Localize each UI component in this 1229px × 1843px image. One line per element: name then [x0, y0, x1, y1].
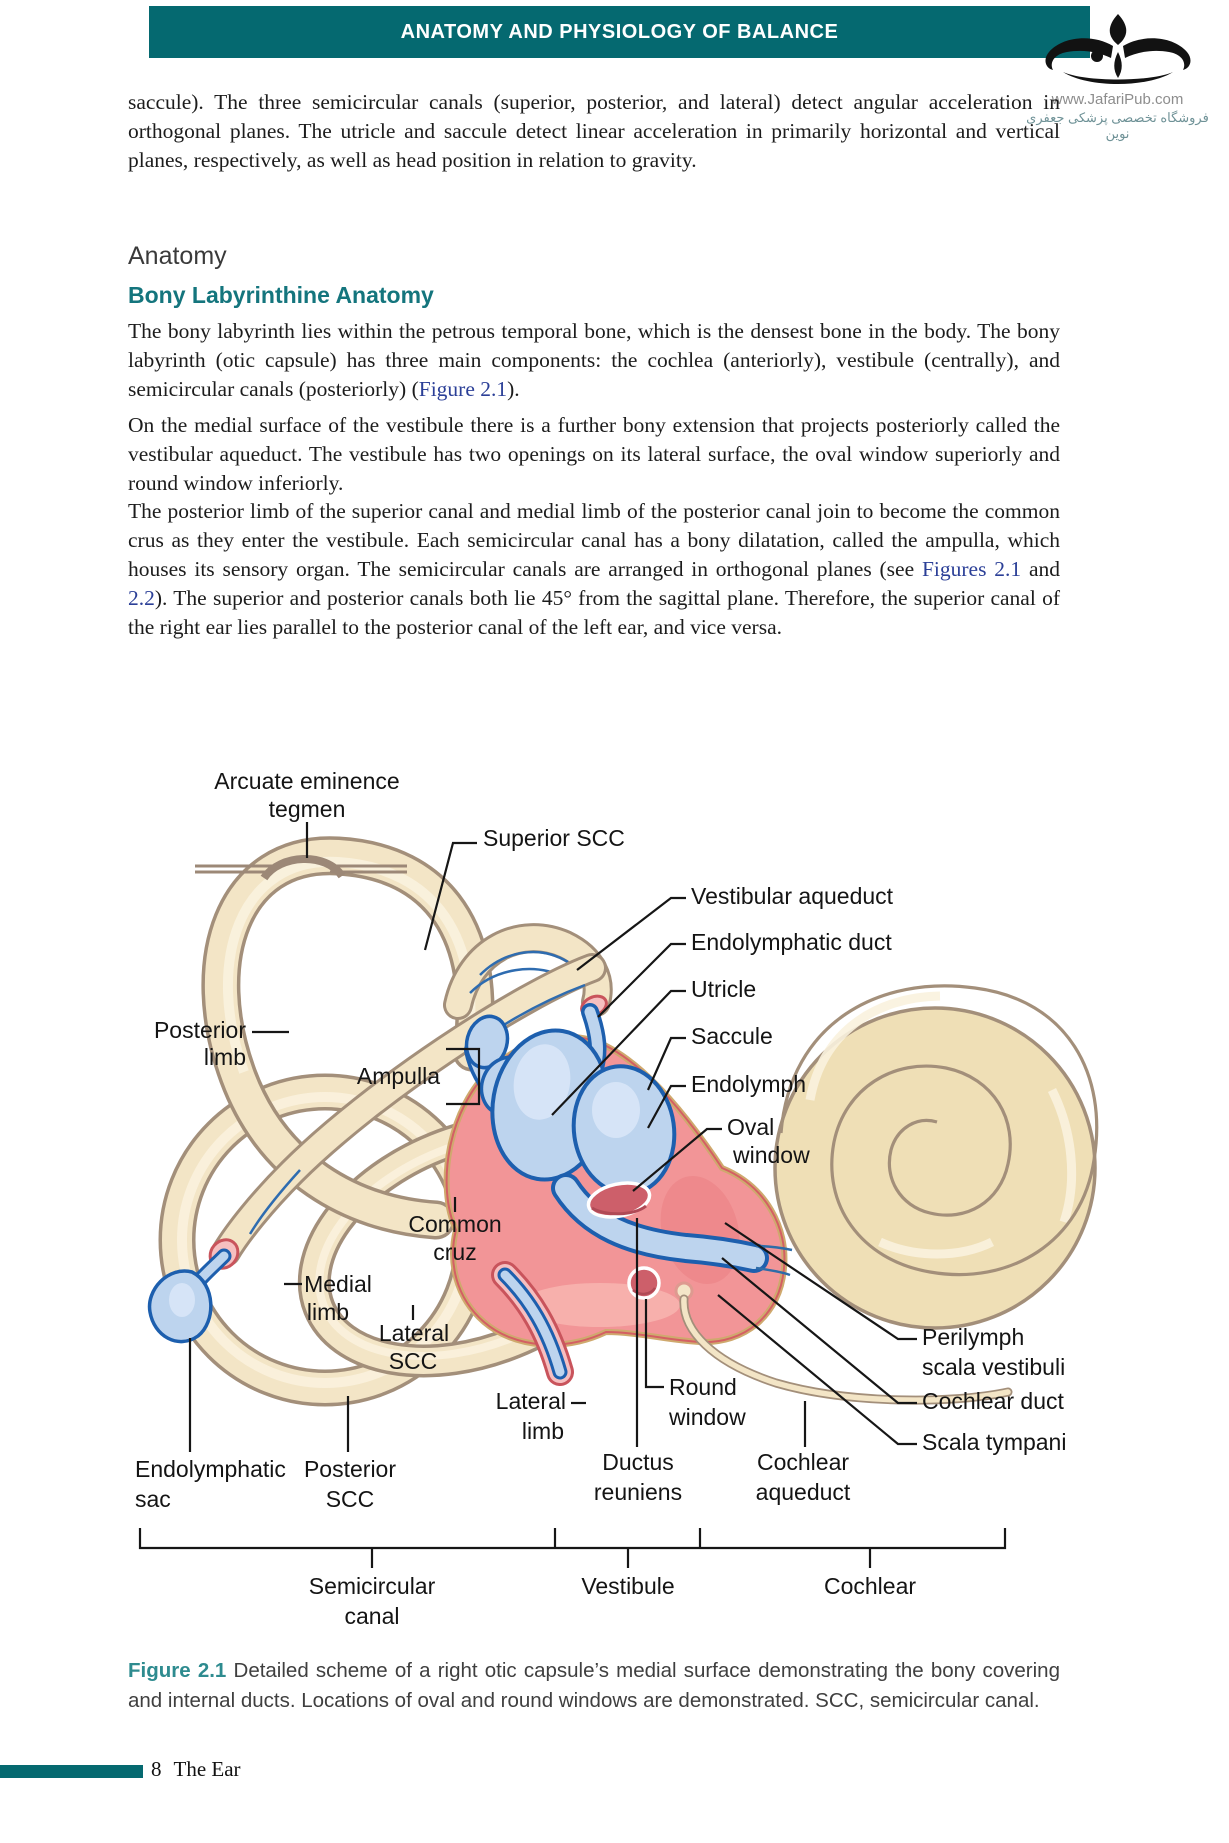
label-lateral-limb-2: limb: [521, 1418, 564, 1445]
figure-reference-link[interactable]: Figures 2.1: [921, 557, 1022, 581]
text-run: ).: [507, 377, 520, 401]
text-run: On the medial surface of the vestibule there is a further bony extension that projects posteriorly called the vestibular aqueduct. The vestibule has two openings on its lateral surface, the oval window superiorly and round window inferiorly.: [128, 413, 1060, 495]
label-tegmen: tegmen: [268, 796, 346, 823]
paragraph-medial-surface: [128, 411, 1060, 498]
text-run: The bony labyrinth lies within the petrous temporal bone, which is the densest bone in the body. The bony labyrinth (otic capsule) has three main components: the cochlea (anteriorly), vestibule (centrally), and semicircular canals (posteriorly) (: [128, 319, 1060, 401]
figure-number: Figure 2.1: [128, 1659, 227, 1682]
label-vestibular-aqueduct: Vestibular aqueduct: [691, 883, 894, 910]
cochlea-spiral: [775, 986, 1097, 1328]
label-lateral-scc: Lateral: [378, 1320, 450, 1347]
figure-reference-link[interactable]: Figure 2.1: [418, 377, 508, 401]
text-run: ). The superior and posterior canals both lie 45° from the sagittal plane. Therefore, the superior canal of the right ear lies parallel to the posterior canal of the left ear, and vice versa.: [128, 586, 1060, 639]
text-run: Detailed scheme of a right otic capsule’s medial surface demonstrating the bony covering and internal ducts. Locations of oval and round windows are demonstrated. SCC, semicircular canal.: [128, 1659, 1060, 1712]
label-cochlear-aqueduct-2: aqueduct: [755, 1479, 851, 1506]
label-endolymphatic-duct: Endolymphatic duct: [691, 929, 892, 956]
label-oval-window: Oval: [727, 1114, 775, 1141]
label-cochlear-aqueduct: Cochlear: [756, 1449, 850, 1476]
label-cochlear-duct: Cochlear duct: [922, 1388, 1064, 1415]
subsection-heading-bony: Bony Labyrinthine Anatomy: [128, 282, 434, 308]
label-region-cochlear: Cochlear: [823, 1573, 917, 1600]
label-region-semicircular: Semicircular: [308, 1573, 436, 1600]
text-run: and: [1021, 557, 1061, 581]
section-heading-anatomy: Anatomy: [128, 242, 227, 270]
label-region-vestibule: Vestibule: [581, 1573, 675, 1600]
publisher-persian-text: فروشگاه تخصصی پزشکی جعفری نوین: [1026, 110, 1209, 141]
label-medial-limb: Medial: [304, 1271, 372, 1298]
text-run: The posterior limb of the superior canal and medial limb of the posterior canal join to become the common crus as they enter the vestibule. Each semicircular canal has a bony dilatation, called the ampulla, which houses its sensory organ. The semicircular canals are arranged in orthogonal planes (see: [128, 499, 1060, 581]
label-round-window-2: window: [669, 1404, 746, 1431]
label-posterior-scc: Posterior: [303, 1456, 397, 1483]
label-common-cruz-2: cruz: [433, 1239, 477, 1266]
label-common-cruz: Common: [408, 1211, 502, 1238]
round-window-shape: [629, 1268, 659, 1298]
label-superior-scc: Superior SCC: [483, 825, 625, 852]
label-scala-tympani: Scala tympani: [922, 1429, 1067, 1456]
label-medial-limb-2: limb: [306, 1299, 350, 1326]
label-lateral-scc-2: SCC: [388, 1348, 438, 1375]
label-utricle: Utricle: [691, 976, 757, 1003]
label-ductus-reuniens: Ductus: [602, 1449, 674, 1476]
chapter-header-bar: [149, 6, 1090, 58]
label-endolymphatic-sac-2: sac: [135, 1486, 171, 1513]
paragraph-posterior-limb: [128, 497, 1060, 642]
label-ductus-reuniens-2: reuniens: [593, 1479, 683, 1506]
label-posterior-scc-2: SCC: [325, 1486, 375, 1513]
paragraph-bony-labyrinth: [128, 317, 1060, 404]
figure-reference-link[interactable]: 2.2: [128, 586, 155, 610]
label-posterior-limb-2: limb: [203, 1044, 246, 1071]
paragraph-intro: [128, 88, 1060, 175]
label-lateral-limb: Lateral: [495, 1388, 566, 1415]
text-run: saccule). The three semicircular canals (superior, posterior, and lateral) detect angular acceleration in orthogonal planes. The utricle and saccule detect linear acceleration in primarily horizontal and vertical planes, respectively, as well as head position in relation to gravity.: [128, 90, 1060, 172]
figure-2-1-illustration: [100, 760, 1129, 1630]
publisher-ornament-icon: [1033, 12, 1203, 90]
label-endolymphatic-sac: Endolymphatic: [135, 1456, 286, 1483]
label-oval-window-2: window: [733, 1142, 810, 1169]
label-ampulla: Ampulla: [356, 1063, 440, 1090]
page-number: 8: [151, 1757, 162, 1781]
label-posterior-limb: Posterior: [153, 1017, 246, 1044]
label-round-window: Round: [669, 1374, 737, 1401]
label-arcuate-eminence: Arcuate eminence: [214, 768, 400, 795]
figure-caption: [128, 1656, 1060, 1716]
label-saccule: Saccule: [691, 1023, 773, 1050]
chapter-header-title: ANATOMY AND PHYSIOLOGY OF BALANCE: [400, 20, 839, 43]
label-region-semicircular-2: canal: [344, 1603, 400, 1630]
publisher-url: www.JafariPub.com: [1051, 91, 1184, 108]
page-footer: [151, 1757, 241, 1782]
label-perilymph-2: scala vestibuli: [922, 1354, 1066, 1381]
book-title: The Ear: [173, 1757, 241, 1781]
label-perilymph: Perilymph: [922, 1324, 1025, 1351]
label-endolymph: Endolymph: [691, 1071, 807, 1098]
region-bracket: [140, 1528, 1005, 1568]
footer-accent-bar: [0, 1765, 143, 1778]
